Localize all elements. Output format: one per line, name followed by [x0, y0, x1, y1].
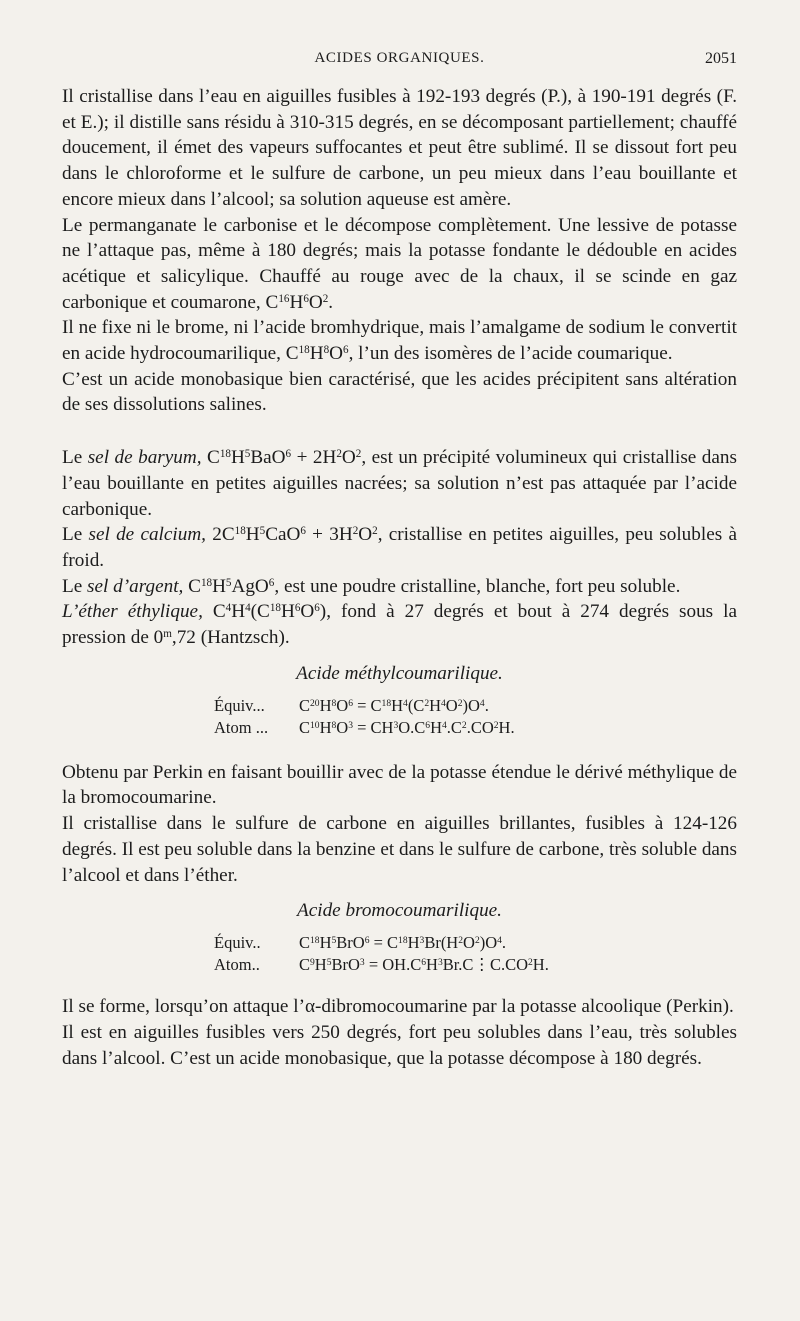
paragraph-3: Il ne fixe ni le brome, ni l’acide bromhydrique, mais l’amalgame de sodium le convertit en acide hydrocoumarilique, $C^{18}H^8O^6$, l’un des isomères de l’acide coumarique.	[62, 317, 737, 365]
paragraph-4: C’est un acide monobasique bien caractérisé, que les acides précipitent sans altération de ses dissolutions salines.	[62, 368, 737, 416]
paragraph-baryum: Le sel de baryum, $C^{18}H^5BaO^6 + 2H^2O^2$, est un précipité volumineux qui cristallise dans l’eau bouillante en petites aiguilles nacrées; sa solution n’est pas attaquée par l’acide carbonique.	[62, 447, 737, 520]
section-title-methylcoumarilique: Acide méthylcoumarilique.	[296, 662, 503, 684]
formula-equiv-2: Équiv.. $C^{18}H^5BrO^6 = C^{18}H^3Br(H^2O^2)O^4$.	[214, 933, 507, 953]
formula-atom-2: Atom.. $C^9H^5BrO^3$ = $OH.C^6H^3Br.C⋮C.CO^2H$.	[214, 955, 549, 975]
formula-atom-1: Atom ... $C^{10}H^8O^3 = CH^3O.C^6H^4.C^2.CO^2H$.	[214, 717, 515, 737]
paragraph-crystallise: Il cristallise dans le sulfure de carbone en aiguilles brillantes, fusibles à 124-126 degrés. Il est peu soluble dans la benzine et dans le sulfure de carbone, très soluble dans l’alcool et dans l’éther.	[62, 813, 737, 886]
running-head: ACIDES ORGANIQUES.	[314, 50, 485, 66]
paragraph-argent: Le sel d’argent, $C^{18}H^5AgO^6$, est une poudre cristalline, blanche, fort peu soluble.	[62, 575, 681, 597]
paragraph-ether: L’éther éthylique, $C^4H^4(C^{18}H^6O^6)$, fond à 27 degrés et bout à 274 degrés sous la pression de 0$^m$,72 (Hantzsch).	[62, 601, 737, 649]
paragraph-perkin: Obtenu par Perkin en faisant bouillir avec de la potasse étendue le dérivé méthylique de la bromocoumarine.	[62, 761, 737, 809]
paragraph-forme: Il se forme, lorsqu’on attaque l’α-dibromocoumarine par la potasse alcoolique (Perkin).	[62, 996, 734, 1018]
paragraph-calcium: Le sel de calcium, $2C^{18}H^5CaO^6 + 3H^2O^2$, cristallise en petites aiguilles, peu solubles à froid.	[62, 524, 737, 571]
paragraph-1: Il cristallise dans l’eau en aiguilles fusibles à 192-193 degrés (P.), à 190-191 degrés (F. et E.); il distille sans résidu à 310-315 degrés, en se décomposant partiellement; chauffé doucement, il émet des vapeurs suffocantes et peut être sublimé. Il se dissout fort peu dans le chloroforme et le sulfure de carbone, un peu mieux dans l’eau bouillante et encore mieux dans l’alcool; sa solution aqueuse est amère.	[62, 86, 737, 210]
paragraph-fusibles: Il est en aiguilles fusibles vers 250 degrés, fort peu solubles dans l’eau, très solubles dans l’alcool. C’est un acide monobasique, que la potasse décompose à 180 degrés.	[62, 1021, 737, 1069]
formula-equiv-1: Équiv... $C^{20}H^8O^6 = C^{18}H^4(C^2H^4O^2)O^4$.	[214, 695, 489, 715]
paragraph-2: Le permanganate le carbonise et le décompose complètement. Une lessive de potasse ne l’attaque pas, même à 180 degrés; mais la potasse fondante le dédouble en acides acétique et salicylique. Chauffé au rouge avec de la chaux, il se scinde en gaz carbonique et coumarone, $C^{16}H^6O^2$.	[62, 214, 737, 313]
section-title-bromocoumarilique: Acide bromocoumarilique.	[297, 900, 502, 922]
page-header	[62, 50, 737, 74]
page-number: 2051	[705, 50, 737, 67]
page-body	[62, 84, 737, 1071]
